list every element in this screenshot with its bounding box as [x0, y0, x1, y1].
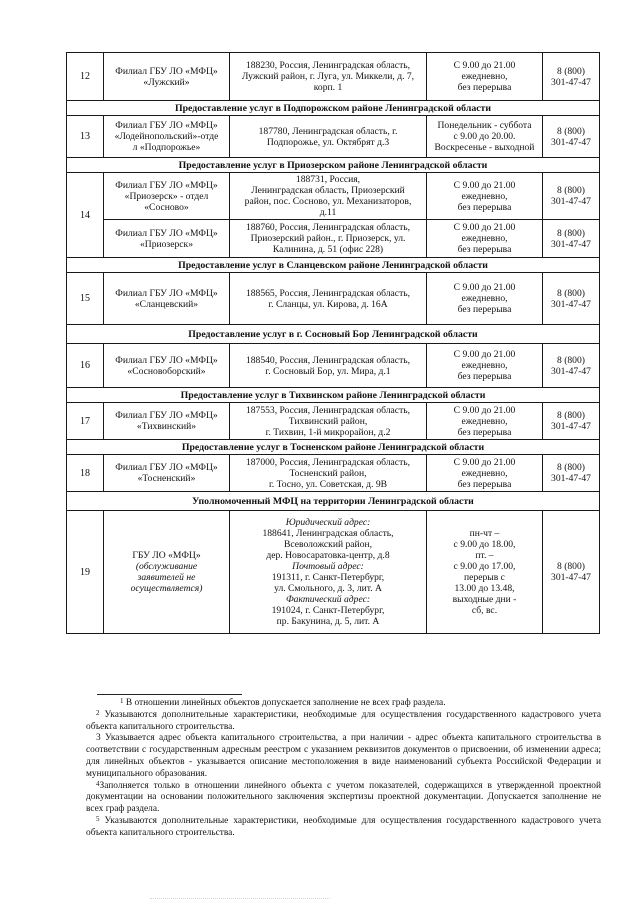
branch-address: 188760, Россия, Ленинградская область, Приозерский район., г. Приозерск, ул. Калинина, д. 51 (офис 228) [230, 220, 427, 258]
table-row [67, 173, 600, 220]
branch-phone: 8 (800) 301-47-47 [543, 455, 600, 492]
section-heading: Предоставление услуг в Подпорожском районе Ленинградской области [67, 101, 600, 116]
branch-phone: 8 (800) 301-47-47 [543, 511, 600, 634]
mfc-table-container [66, 52, 599, 634]
footnote: 3 Указывается адрес объекта капитального строительства, а при наличии - адрес объекта капитального строительства в соответствии с государственным адресным реестром с указанием реквизитов документов о присвоении, об изменении адреса; для линейных объектов - указывается описание местоположения в виде наименований субъекта Российской Федерации и муниципального образования. [86, 733, 601, 779]
branch-name: Филиал ГБУ ЛО «МФЦ» «Тосненский» [104, 455, 230, 492]
scan-artifact [150, 898, 330, 903]
branch-phone: 8 (800) 301-47-47 [543, 344, 600, 388]
table-row [67, 511, 600, 634]
table-row [67, 220, 600, 258]
section-row [67, 158, 600, 173]
row-number: 16 [67, 344, 104, 388]
footnote: $^5$ Указываются дополнительные характеристики, необходимые для осуществления государственного кадастрового учета объекта капитального строительства. [86, 814, 602, 838]
row-number: 14 [67, 173, 104, 258]
table-row [67, 455, 600, 492]
table-row [67, 53, 600, 101]
section-heading: Предоставление услуг в Сланцевском районе Ленинградской области [67, 258, 600, 273]
section-heading: Предоставление услуг в Тосненском районе Ленинградской области [67, 440, 600, 455]
branch-hours: Понедельник - суббота с 9.00 до 20.00. Воскресенье - выходной [427, 116, 543, 158]
row-number: 13 [67, 116, 104, 158]
table-row [67, 116, 600, 158]
row-number: 17 [67, 403, 104, 440]
branch-address: 187780, Ленинградская область, г. Подпорожье, ул. Октябрят д.3 [230, 116, 427, 158]
section-heading: Уполномоченный МФЦ на территории Ленинградской области [67, 492, 600, 511]
branch-name: ГБУ ЛО «МФЦ» (обслуживание заявителей не осуществляется) [104, 511, 230, 634]
actual-address-label: Фактический адрес: [285, 594, 371, 605]
footnote-separator [97, 694, 242, 695]
postal-address-label: Почтовый адрес: [292, 561, 364, 572]
row-number: 19 [67, 511, 104, 634]
branch-address: 188540, Россия, Ленинградская область, г. Сосновый Бор, ул. Мира, д.1 [230, 344, 427, 388]
branch-name: Филиал ГБУ ЛО «МФЦ» «Тихвинский» [104, 403, 230, 440]
branch-hours: С 9.00 до 21.00 ежедневно, без перерыва [427, 344, 543, 388]
section-row [67, 101, 600, 116]
branch-name: Филиал ГБУ ЛО «МФЦ» «Лодейнопольский»-отде л «Подпорожье» [104, 116, 230, 158]
section-heading: Предоставление услуг в г. Сосновый Бор Ленинградской области [67, 325, 600, 344]
branch-phone: 8 (800) 301-47-47 [543, 116, 600, 158]
mfc-branches-table [66, 52, 600, 634]
branch-name: Филиал ГБУ ЛО «МФЦ» «Приозерск» [104, 220, 230, 258]
table-row [67, 344, 600, 388]
branch-name: Филиал ГБУ ЛО «МФЦ» «Приозерск» - отдел «Сосново» [104, 173, 230, 220]
section-row [67, 492, 600, 511]
section-heading: Предоставление услуг в Тихвинском районе Ленинградской области [67, 388, 600, 403]
branch-hours: С 9.00 до 21.00 ежедневно, без перерыва [427, 403, 543, 440]
branch-hours: пн-чт – с 9.00 до 18.00, пт. – с 9.00 до 17.00, перерыв с 13.00 до 13.48, выходные дни - сб, вс. [427, 511, 543, 634]
branch-phone: 8 (800) 301-47-47 [543, 53, 600, 101]
footnote: $^4$Заполняется только в отношении линейного объекта с учетом показателей, содержащихся в утвержденной проектной документации на основании положительного заключения экспертизы проектной документации. Допускается заполнение не всех граф раздела. [86, 779, 601, 815]
branch-hours: С 9.00 до 21.00 ежедневно, без перерыва [427, 173, 543, 220]
branch-hours: С 9.00 до 21.00 ежедневно, без перерыва [427, 53, 543, 101]
table-row [67, 403, 600, 440]
branch-hours: С 9.00 до 21.00 ежедневно, без перерыва [427, 220, 543, 258]
branch-address: 188230, Россия, Ленинградская область, Лужский район, г. Луга, ул. Миккели, д. 7, корп. 1 [230, 53, 427, 101]
branch-phone: 8 (800) 301-47-47 [543, 273, 600, 325]
table-row [67, 273, 600, 325]
branch-address: 188731, Россия, Ленинградская область, Приозерский район, пос. Сосново, ул. Механизаторов, д.11 [230, 173, 427, 220]
branch-phone: 8 (800) 301-47-47 [543, 403, 600, 440]
section-row [67, 388, 600, 403]
branch-name: Филиал ГБУ ЛО «МФЦ» «Сланцевский» [104, 273, 230, 325]
section-row [67, 325, 600, 344]
legal-address-label: Юридический адрес: [285, 517, 371, 528]
branch-phone: 8 (800) 301-47-47 [543, 173, 600, 220]
branch-name: Филиал ГБУ ЛО «МФЦ» «Лужский» [104, 53, 230, 101]
branch-address: Юридический адрес: 188641, Ленинградская область, Всеволожский район, дер. Новосаратовка-центр, д.8 Почтовый адрес: 191311, г. Санкт-Петербург, ул. Смольного, д. 3, лит. А Фактический адрес: 191024, г. Санкт-Петербург, пр. Бакунина, д. 5, лит. А [230, 511, 427, 634]
row-number: 15 [67, 273, 104, 325]
section-row [67, 258, 600, 273]
section-row [67, 440, 600, 455]
row-number: 18 [67, 455, 104, 492]
branch-name: Филиал ГБУ ЛО «МФЦ» «Сосновоборский» [104, 344, 230, 388]
branch-phone: 8 (800) 301-47-47 [543, 220, 600, 258]
branch-address: 187553, Россия, Ленинградская область, Тихвинский район, г. Тихвин, 1-й микрорайон, д.2 [230, 403, 427, 440]
footnotes [86, 698, 601, 840]
row-number: 12 [67, 53, 104, 101]
branch-address: 187000, Россия, Ленинградская область, Тосненский район, г. Тосно, ул. Советская, д. 9В [230, 455, 427, 492]
branch-hours: С 9.00 до 21.00 ежедневно, без перерыва [427, 273, 543, 325]
footnote: $^2$ Указываются дополнительные характеристики, необходимые для осуществления государственного кадастрового учета объекта капитального строительства. [86, 708, 602, 732]
section-heading: Предоставление услуг в Приозерском районе Ленинградской области [67, 158, 600, 173]
branch-address: 188565, Россия, Ленинградская область, г. Сланцы, ул. Кирова, д. 16А [230, 273, 427, 325]
footnote: $^1$ В отношении линейных объектов допускается заполнение не всех граф раздела. [120, 697, 446, 708]
branch-hours: С 9.00 до 21.00 ежедневно, без перерыва [427, 455, 543, 492]
